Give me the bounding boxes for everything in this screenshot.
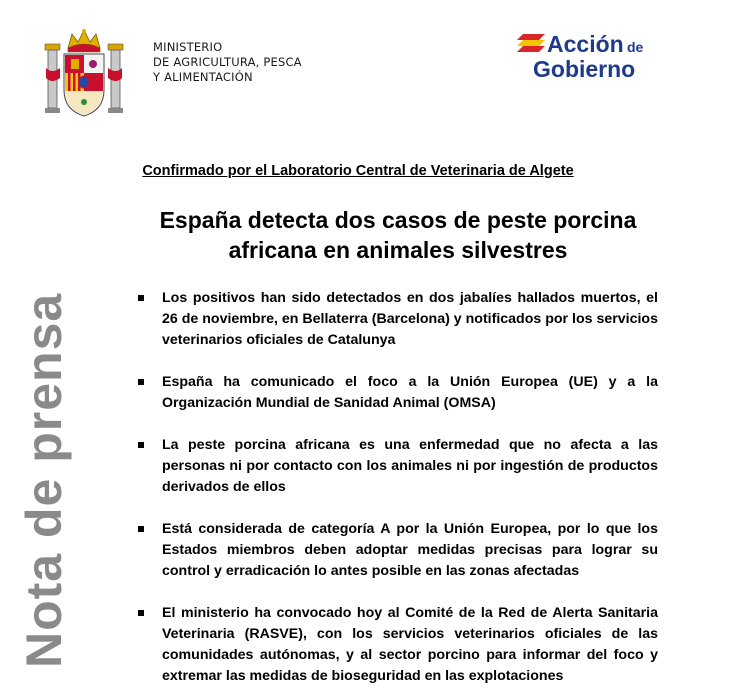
logo-word-de: de [627,39,644,55]
title-line: España detecta dos casos de peste porcina [159,207,637,233]
logo-word-accion: Acción [547,31,624,57]
ministry-line: Y ALIMENTACIÓN [153,70,253,84]
ministry-line: DE AGRICULTURA, PESCA [153,55,302,69]
bullet-icon [138,379,144,385]
list-item [138,603,658,687]
list-item [138,435,658,498]
logo-word-gobierno: Gobierno [533,56,636,80]
page-title [0,205,730,265]
spanish-flag-icon [517,34,545,52]
ministry-name [153,40,302,85]
kicker-line: Confirmado por el Laboratorio Central de Veterinaria de Algete [142,163,574,179]
coat-of-arms-icon [42,28,126,122]
press-release-side-label: Nota de prensa [16,292,72,668]
bullet-icon [138,442,144,448]
bullet-icon [138,295,144,301]
list-item [138,372,658,414]
list-item [138,519,658,582]
title-line: africana en animales silvestres [228,237,568,263]
list-item-text: Los positivos han sido detectados en dos jabalíes hallados muertos, el 26 de noviembre, en Bellaterra (Barcelona) y notificados por los servicios veterinarios oficiales de Catalunya [162,290,658,348]
accion-de-gobierno-logo [517,30,677,80]
list-item-text: El ministerio ha convocado hoy al Comité de la Red de Alerta Sanitaria Veterinaria (RASVE), con los servicios veterinarios oficiales de las comunidades autónomas, y al sector porcino para informar del foco y extremar las medidas de bioseguridad en las explotaciones [162,605,658,684]
bullet-icon [138,610,144,616]
ministry-line: MINISTERIO [153,40,223,54]
list-item [138,288,658,351]
list-item-text: La peste porcina africana es una enfermedad que no afecta a las personas ni por contacto con los animales ni por ingestión de productos derivados de ellos [162,437,658,495]
bullet-icon [138,526,144,532]
list-item-text: Está considerada de categoría A por la Unión Europea, por lo que los Estados miembros deben adoptar medidas precisas para lograr su control y erradicación lo antes posible en las zonas afectadas [162,521,658,579]
list-item-text: España ha comunicado el foco a la Unión Europea (UE) y a la Organización Mundial de Sanidad Animal (OMSA) [162,374,658,411]
